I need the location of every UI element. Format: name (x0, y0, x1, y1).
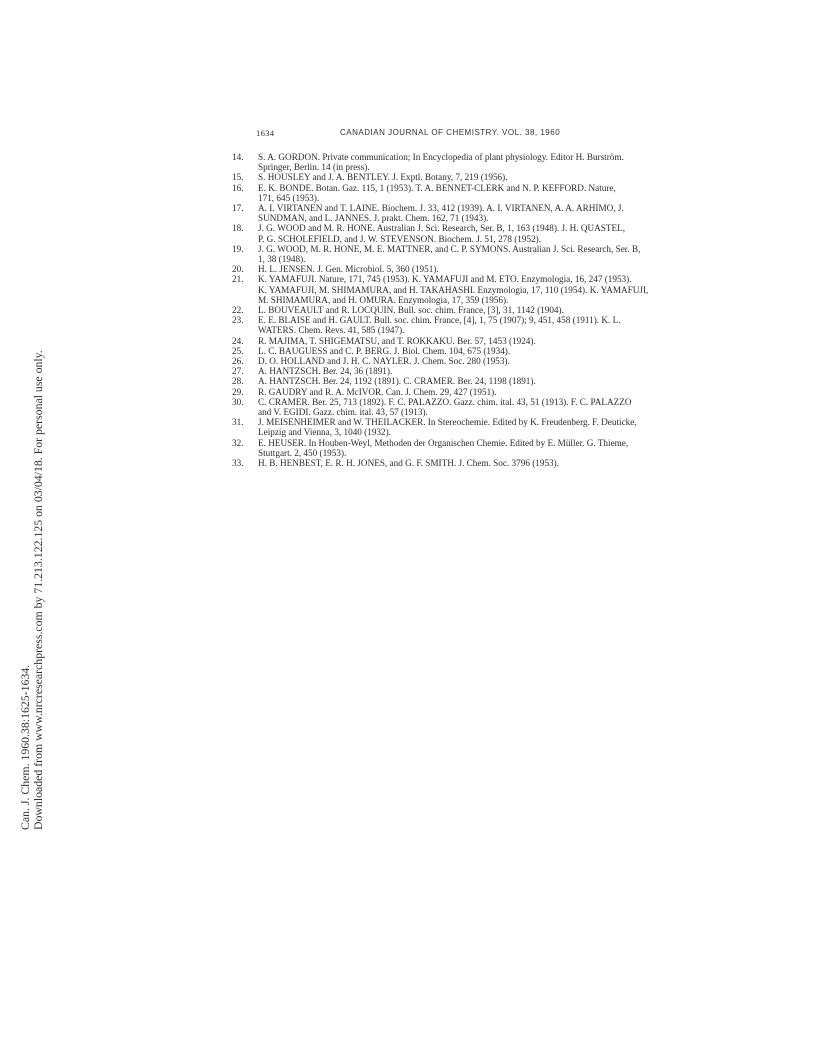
reference-text-line: P. G. SCHOLEFIELD, and J. W. STEVENSON. Biochem. J. 51, 278 (1952). (258, 233, 542, 244)
reference-number: 25. (232, 345, 244, 356)
reference-item (232, 172, 664, 182)
reference-text-line: H. B. HENBEST, E. R. H. JONES, and G. F. SMITH. J. Chem. Soc. 3796 (1953). (258, 458, 560, 469)
reference-item (232, 244, 664, 264)
reference-number: 20. (232, 264, 244, 275)
reference-item (232, 264, 664, 274)
reference-number: 14. (232, 152, 244, 162)
download-watermark (0, 0, 45, 1056)
reference-text-line: E. K. BONDE. Botan. Gaz. 115, 1 (1953). T. A. BENNET-CLERK and N. P. KEFFORD. Nature, (258, 182, 616, 193)
reference-text-line: K. YAMAFUJI. Nature, 171, 745 (1953). K. YAMAFUJI and M. ETO. Enzymologia, 16, 247 (1953). (258, 274, 632, 285)
reference-number: 22. (232, 305, 244, 316)
reference-text-line: A. HANTZSCH. Ber. 24, 36 (1891). (258, 366, 393, 377)
reference-item (232, 305, 664, 315)
reference-item (232, 223, 664, 243)
reference-text-line: S. HOUSLEY and J. A. BENTLEY. J. Exptl. Botany, 7, 219 (1956). (258, 172, 508, 183)
reference-item (232, 417, 664, 437)
reference-number: 33. (232, 458, 244, 469)
reference-text-line: A. I. VIRTANEN and T. LAINE. Biochem. J. 33, 412 (1939). A. I. VIRTANEN, A. A. ARHIMO, J. (258, 203, 624, 214)
reference-number: 17. (232, 203, 244, 214)
reference-item (232, 315, 664, 335)
reference-item (232, 397, 664, 417)
reference-item (232, 458, 664, 468)
reference-text-line: S. A. GORDON. Private communication; In Encyclopedia of plant physiology. Editor H. Burström. (258, 152, 624, 162)
reference-text-line: J. G. WOOD and M. R. HONE. Australian J. Sci. Research, Ser. B, 1, 163 (1948). J. H. QUASTEL, (258, 223, 626, 234)
reference-item (232, 274, 664, 305)
reference-text-line: L. C. BAUGUESS and C. P. BERG. J. Biol. Chem. 104, 675 (1934). (258, 345, 511, 356)
reference-text-line: D. O. HOLLAND and J. H. C. NAYLER. J. Chem. Soc. 280 (1953). (258, 356, 510, 367)
reference-item (232, 346, 664, 356)
reference-number: 29. (232, 386, 244, 397)
reference-text-line: SUNDMAN, and L. JANNES. J. prakt. Chem. 162, 71 (1943). (258, 213, 489, 224)
journal-title: CANADIAN JOURNAL OF CHEMISTRY. VOL. 38, 1960 (340, 128, 561, 137)
reference-number: 19. (232, 243, 244, 254)
reference-number: 32. (232, 437, 244, 448)
reference-item (232, 438, 664, 458)
reference-item (232, 152, 664, 172)
reference-text-line: WATERS. Chem. Revs. 41, 585 (1947). (258, 325, 405, 336)
reference-text-line: J. G. WOOD, M. R. HONE, M. E. MATTNER, and C. P. SYMONS. Australian J. Sci. Research, Ser. B, (258, 243, 641, 254)
reference-text-line: 171, 645 (1953). (258, 192, 320, 203)
reference-number: 18. (232, 223, 244, 234)
reference-number: 24. (232, 335, 244, 346)
download-notice (19, 30, 45, 830)
reference-item (232, 366, 664, 376)
reference-text-line: E. HEUSER. In Houben-Weyl, Methoden der Organischen Chemie. Edited by E. Müller. G. Thieme, (258, 437, 629, 448)
reference-text-line: K. YAMAFUJI, M. SHIMAMURA, and H. TAKAHASHI. Enzymologia, 17, 110 (1954). K. YAMAFUJI, (258, 284, 649, 295)
reference-text-line: A. HANTZSCH. Ber. 24, 1192 (1891). C. CRAMER. Ber. 24, 1198 (1891). (258, 376, 536, 387)
reference-text-line: H. L. JENSEN. J. Gen. Microbiol. 5, 360 (1951). (258, 264, 439, 275)
reference-text-line: Springer, Berlin. 14 (in press). (258, 162, 370, 173)
reference-item (232, 356, 664, 366)
reference-item (232, 376, 664, 386)
reference-item (232, 183, 664, 203)
reference-text-line: R. GAUDRY and R. A. McIVOR. Can. J. Chem. 29, 427 (1951). (258, 386, 497, 397)
reference-number: 16. (232, 182, 244, 193)
reference-text-line: C. CRAMER. Ber. 25, 713 (1892). F. C. PALAZZO. Gazz. chim. ital. 43, 51 (1913). F. C. PALAZZO (258, 396, 632, 407)
reference-item (232, 336, 664, 346)
reference-text-line: and V. EGIDI. Gazz. chim. ital. 43, 57 (1913). (258, 407, 428, 418)
running-header (256, 128, 676, 142)
reference-text-line: E. E. BLAISE and H. GAULT. Bull. soc. chim. France, [4], 1, 75 (1907); 9, 451, 458 (1911). K. L. (258, 315, 621, 326)
reference-text-line: L. BOUVEAULT and R. LOCQUIN. Bull. soc. chim. France, [3], 31, 1142 (1904). (258, 305, 564, 316)
reference-text-line: M. SHIMAMURA, and H. OMURA. Enzymologia, 17, 359 (1956). (258, 294, 509, 305)
reference-number: 26. (232, 356, 244, 367)
reference-number: 28. (232, 376, 244, 387)
reference-number: 31. (232, 417, 244, 428)
reference-text-line: Leipzig and Vienna, 3, 1040 (1932). (258, 427, 391, 438)
reference-number: 21. (232, 274, 244, 285)
reference-number: 30. (232, 396, 244, 407)
reference-text-line: R. MAJIMA, T. SHIGEMATSU, and T. ROKKAKU. Ber. 57, 1453 (1924). (258, 335, 536, 346)
reference-number: 15. (232, 172, 244, 183)
page-number: 1634 (256, 128, 275, 138)
reference-item (232, 203, 664, 223)
reference-item (232, 387, 664, 397)
reference-text-line: 1, 38 (1948). (258, 254, 306, 265)
citation-line: Can. J. Chem. 1960.38:1625-1634. (18, 664, 32, 830)
reference-number: 23. (232, 315, 244, 326)
reference-text-line: J. MEISENHEIMER and W. THEILACKER. In Stereochemie. Edited by K. Freudenberg. F. Deuticke, (258, 417, 637, 428)
reference-number: 27. (232, 366, 244, 377)
reference-text-line: Stuttgart. 2, 450 (1953). (258, 447, 347, 458)
reference-list (232, 152, 664, 468)
download-line: Downloaded from www.nrcresearchpress.com by 71.213.122.125 on 03/04/18. For personal use only. (31, 350, 45, 830)
